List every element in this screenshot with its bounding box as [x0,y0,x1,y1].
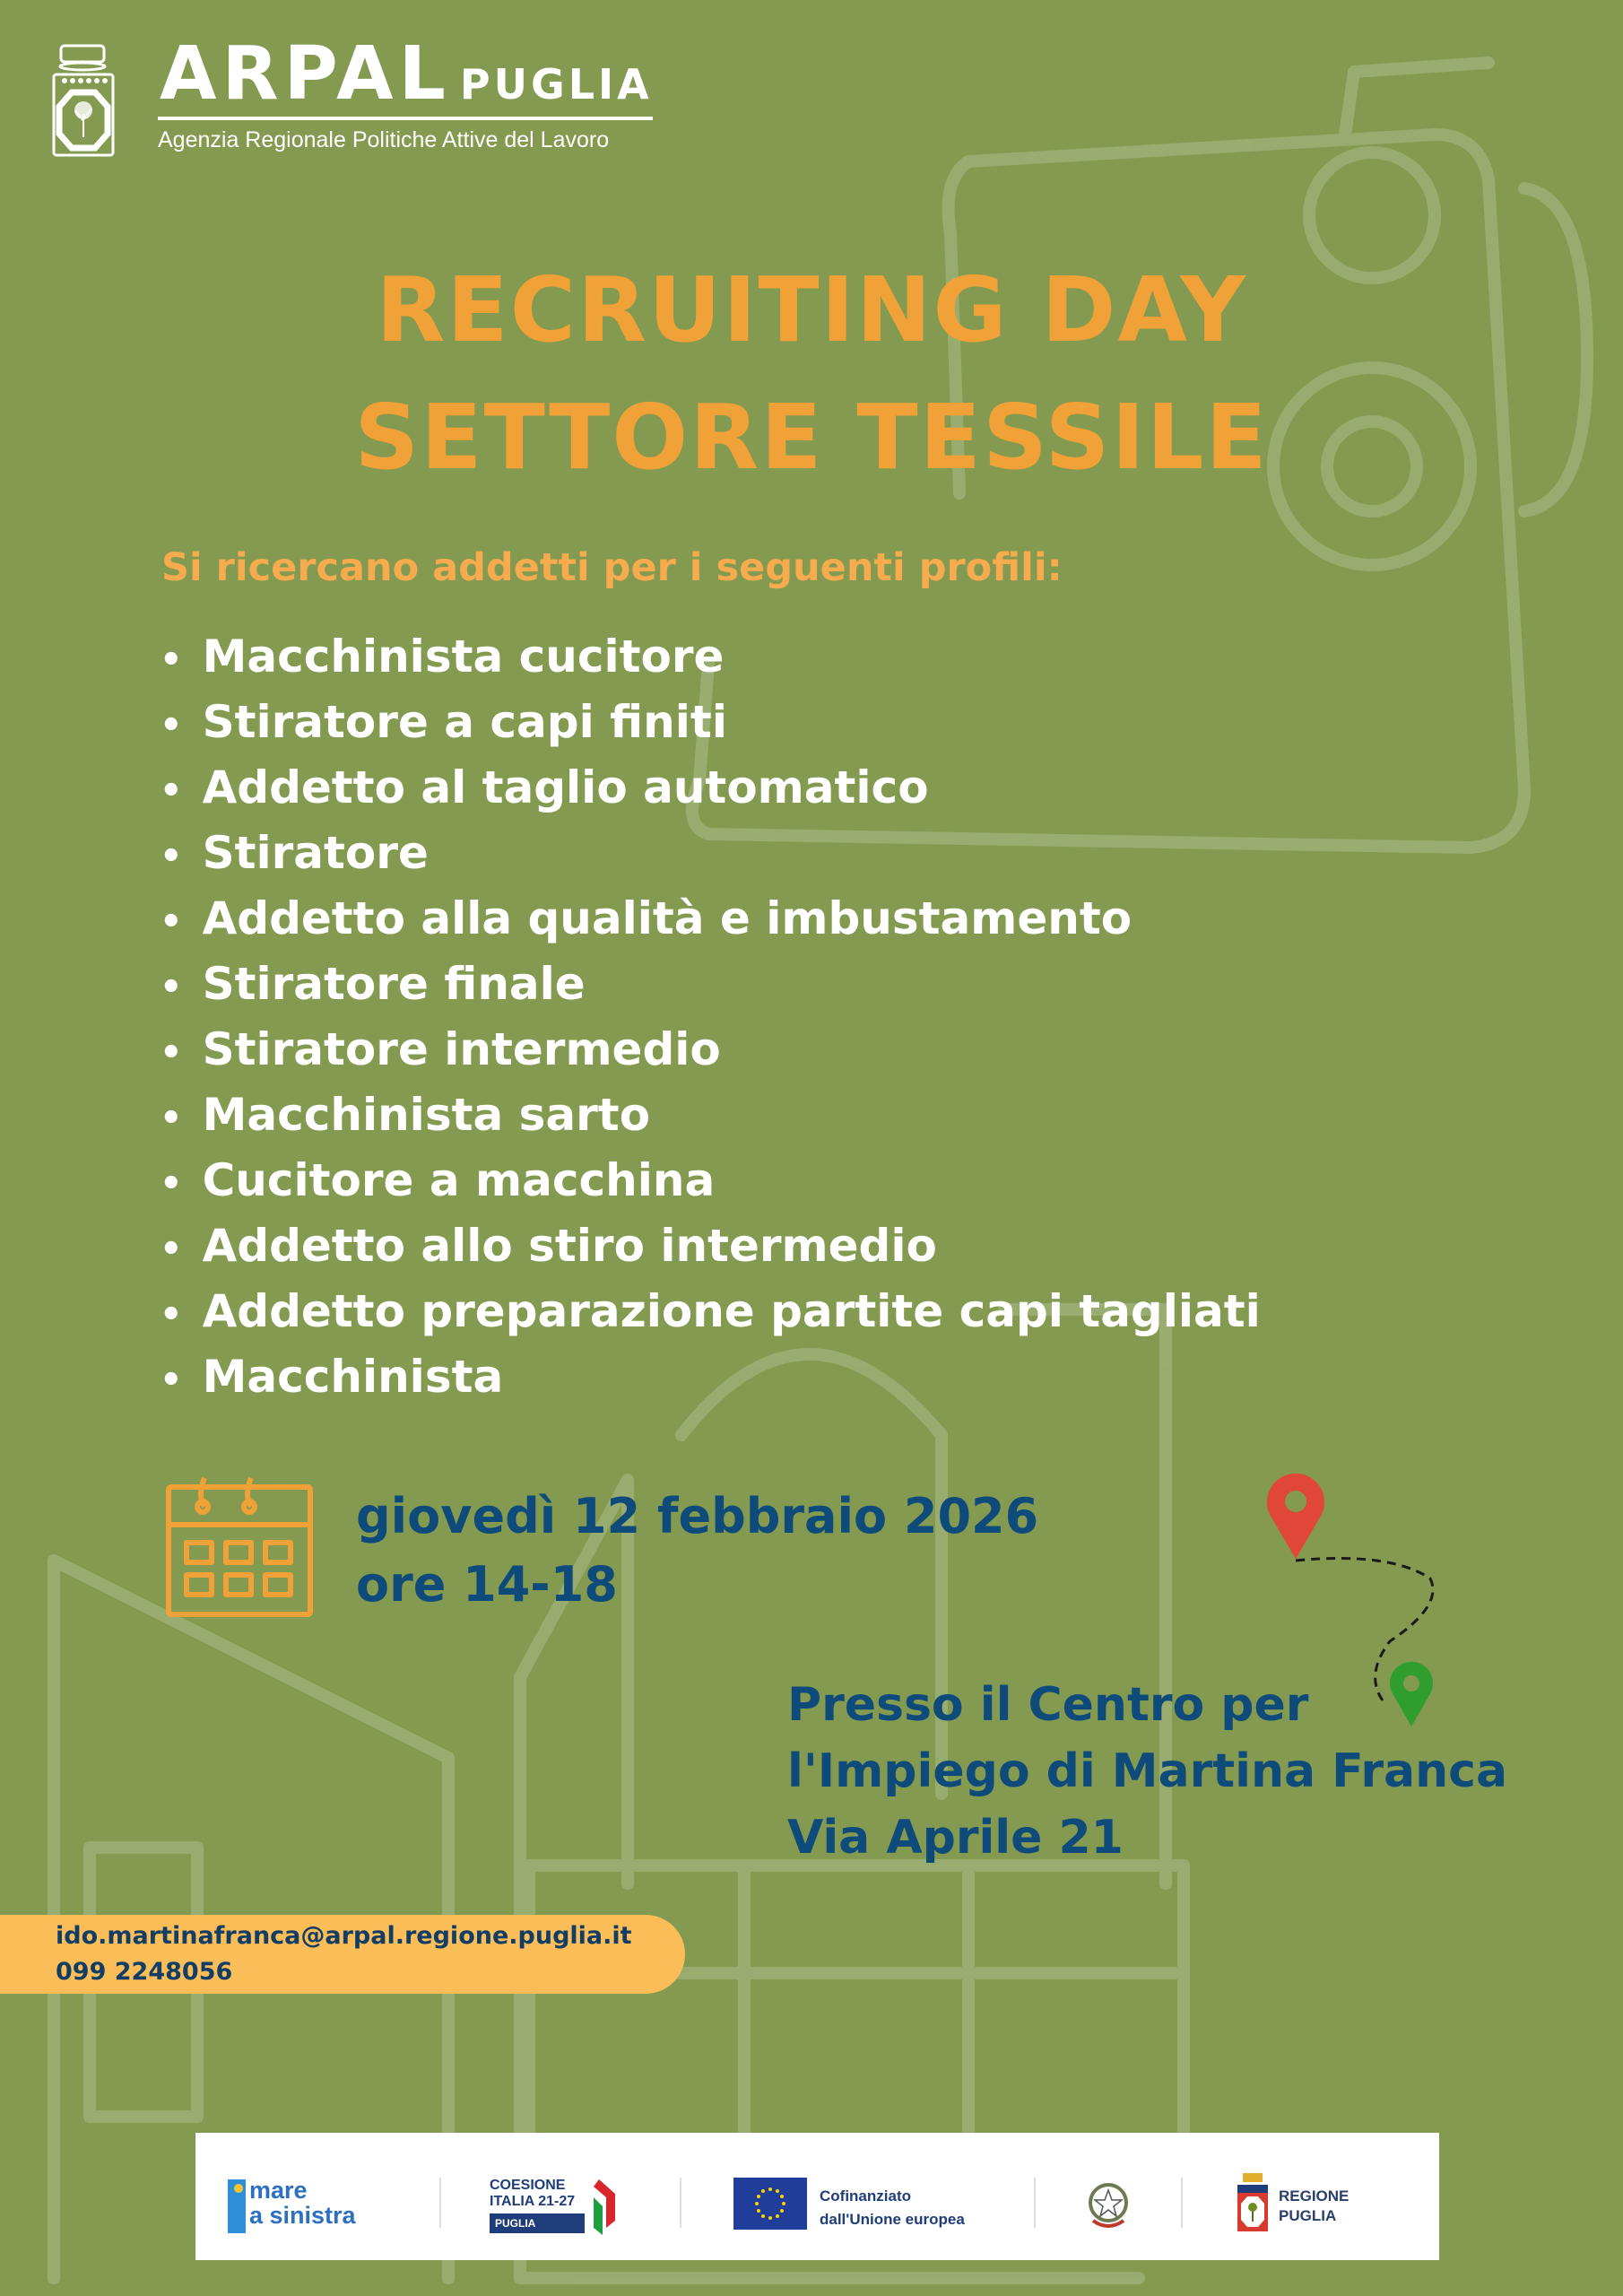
logo-divider [158,117,653,120]
list-item: • Macchinista sarto [160,1083,1261,1148]
contact-pill [0,1915,685,1994]
funding-logos-bar [195,2133,1439,2260]
regione-text: REGIONE [1279,2187,1350,2205]
event-time: ore 14-18 [356,1556,618,1613]
location-line-2: l'Impiego di Martina Franca [787,1744,1508,1798]
location-address [787,1672,1507,1871]
coesione-text: COESIONE [490,2178,566,2193]
mare-text: mare [249,2177,308,2204]
a-sinistra-text: a sinistra [249,2202,356,2229]
location-line-3: Via Aprile 21 [787,1811,1124,1865]
profiles-heading: Si ricercano addetti per i seguenti profili: [161,545,1063,590]
location-line-1: Presso il Centro per [787,1678,1309,1732]
unione-europea-text: dall'Unione europea [820,2211,965,2228]
puglia-text: PUGLIA [1279,2207,1337,2224]
title-line-2: SETTORE TESSILE [354,385,1269,490]
contact-email[interactable]: ido.martinafranca@arpal.regione.puglia.it [56,1922,632,1950]
list-item: • Addetto preparazione partite capi tagliati [160,1279,1261,1344]
list-item: • Stiratore a capi finiti [160,690,1261,755]
agency-tagline: Agenzia Regionale Politiche Attive del Lavoro [158,127,610,152]
list-item: • Addetto alla qualità e imbustamento [160,886,1261,952]
calendar-icon [161,1469,318,1622]
red-location-pin-icon [1264,1471,1327,1561]
event-date: giovedì 12 febbraio 2026 [356,1488,1039,1544]
cofinanziato-text: Cofinanziato [820,2187,911,2205]
contact-phone[interactable]: 099 2248056 [56,1958,233,1986]
arpal-logo: ARPAL PUGLIA [160,31,653,117]
eu-flag-icon [733,2178,807,2230]
list-item: • Addetto allo stiro intermedio [160,1213,1261,1279]
regione-puglia-crest-icon [52,40,115,161]
italian-republic-emblem-icon [1086,2179,1131,2231]
profiles-list [160,624,1261,1410]
list-item: • Stiratore [160,821,1261,886]
list-item: • Cucitore a macchina [160,1148,1261,1213]
coesione-arrow-icon [581,2179,617,2235]
list-item: • Stiratore finale [160,952,1261,1017]
list-item: • Stiratore intermedio [160,1017,1261,1083]
mare-icon [228,2179,246,2233]
list-item: • Macchinista cucitore [160,624,1261,690]
regione-puglia-shield-icon [1236,2173,1270,2232]
coesione-region-label: PUGLIA [490,2213,585,2233]
italia-text: ITALIA 21-27 [490,2194,576,2209]
list-item: • Macchinista [160,1344,1261,1410]
list-item: • Addetto al taglio automatico [160,755,1261,821]
title-line-1: RECRUITING DAY [376,257,1247,362]
